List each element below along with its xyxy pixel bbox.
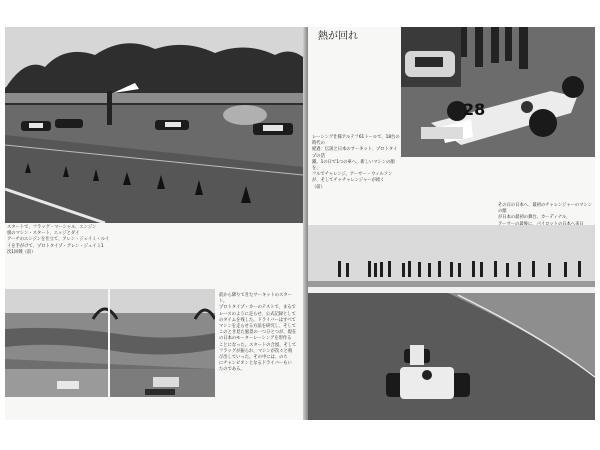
right-top-caption: その日の日本へ、最初のチャレンジャーのマシンの顔 が日本の最初の舞台。カーディナル、 <box>498 203 592 221</box>
right-page <box>308 27 595 420</box>
section-heading: 熱が回れ <box>318 31 358 42</box>
left-page <box>5 27 305 420</box>
race-start-photo <box>5 27 303 223</box>
magazine-spread <box>5 27 595 420</box>
pit-car-28-photo <box>401 27 595 157</box>
track-bridge-photo <box>5 289 215 397</box>
race-start-caption: スタートで、フラッグ・マーシャル、エンジン 旗のマシン・スタート、エッジとダイ アーチのエンジンを仕立て、アレン・ジェイミ・ルイ イを手がけて、プロトタイプ・アレン・ジェイミ1 次1回戦（前） <box>7 225 110 255</box>
body-text: 前から降りてきたサーキットのスタート。 プロトタイプ・カーのテストで、まるで レースのように走らせ、公式記録として のタイムを残した。ドライバーはすべて マシンを走らせる方法を研究し、そして このとき見た風景の一つひとつが、現在 の日本のモーターレーシングを形作る ことになった。スタートの合図、そして フラッグが振られ、マシンが次々と飛 び出していった。その中には、のち にチャンピオンとなるドライバーもい たのである。 <box>219 293 297 373</box>
track-cars-photo <box>308 225 595 420</box>
pit-car-caption: レーシング仕様アルテフ61トールで、18台の時代の 経過：伝説と日本のサーキット、プロトタイプの活 躍。1の日で1つの車へ、新しいマシンの顔を、 フルでチャレンジ。アーサー・ウィルソン が、そしてチャチャレンジャーが続く （前） <box>312 135 400 190</box>
car-number: 28 <box>463 100 486 119</box>
